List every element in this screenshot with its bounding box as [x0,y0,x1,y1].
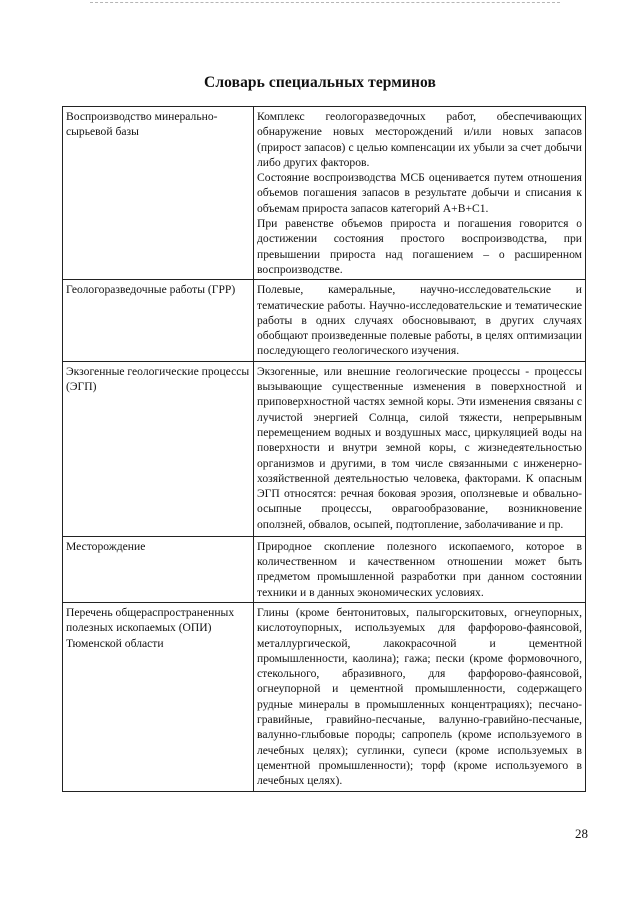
page-title: Словарь специальных терминов [204,74,436,91]
table-row [63,280,586,361]
definition-paragraph: При равенстве объемов прироста и погашения говорится о достижении состояния простого воспроизводства, при превышении прироста над погашением – о расширенном воспроизводстве. [257,217,582,276]
definition-paragraph: Экзогенные, или внешние геологические процессы - процессы вызывающие существенные изменения в поверхностной и приповерхностной частях земной коры. Эти изменения связаны с лучистой энергией Солнца, силой тяжести, непрерывным перемещением водных и воздушных масс, циркуляцией воды на поверхности и внутри земной коры, с жизнедеятельностью организмов и другими, в том числе связанными с инженерно-хозяйственной деятельностью человека, факторами. К опасным ЭГП относятся: речная боковая эрозия, оползневые и обвально-осыпные процессы, оврагообразование, возникновение оползней, обвалов, осыпей, подтопление, заболачивание и пр. [257,364,582,531]
term-cell: Воспроизводство минерально-сырьевой базы [63,107,254,280]
scan-top-edge [90,2,560,3]
term-cell: Экзогенные геологические процессы (ЭГП) [63,361,254,536]
definition-cell [254,280,586,361]
table-row [63,361,586,536]
page-number: 28 [575,826,588,841]
definition-cell [254,107,586,280]
table-row [63,536,586,602]
definition-paragraph: Природное скопление полезного ископаемого, которое в количественном и качественном отношении может быть предметом промышленной разработки при данном состоянии техники и в данных экономических условиях. [257,539,582,599]
term-cell: Месторождение [63,536,254,602]
term-cell: Геологоразведочные работы (ГРР) [63,280,254,361]
definition-cell [254,361,586,536]
definition-paragraph: Глины (кроме бентонитовых, палыгорскитовых, огнеупорных, кислотоупорных, используемых для фарфорово-фаянсовой, металлургической, лакокрасочной и цементной промышленности, каолина); гажа; пески (кроме формовочного, стекольного, абразивного, для фарфорово-фаянсовой, огнеупорной и цементной промышленности, содержащего рудные минералы в промышленных концентрациях); песчано-гравийные, гравийно-песчаные, валунно-гравийно-песчаные, валунно-глыбовые породы; сапропель (кроме используемого в лечебных целях); суглинки, супеси (кроме используемых в цементной промышленности); торф (кроме используемого в лечебных целях). [257,605,582,788]
definition-paragraph: Комплекс геологоразведочных работ, обеспечивающих обнаружение новых месторождений и/или новых запасов (прирост запасов) с целью компенсации их убыли за счет добычи либо других факторов. [257,110,582,169]
glossary-table [62,106,586,792]
definition-cell [254,536,586,602]
definition-cell [254,602,586,791]
table-row [63,107,586,280]
definition-paragraph: Состояние воспроизводства МСБ оценивается путем отношения объемов погашения запасов в результате добычи и списания к объемам прироста запасов категорий А+В+С1. [257,171,582,215]
definition-paragraph: Полевые, камеральные, научно-исследовательские и тематические работы. Научно-исследовательские и тематические работы в одних случаях обосновывают, в других случаях обобщают произведенные полевые работы, в целях оптимизации последующего геологического изучения. [257,283,582,358]
table-row [63,602,586,791]
term-cell: Перечень общераспространенных полезных ископаемых (ОПИ) Тюменской области [63,602,254,791]
